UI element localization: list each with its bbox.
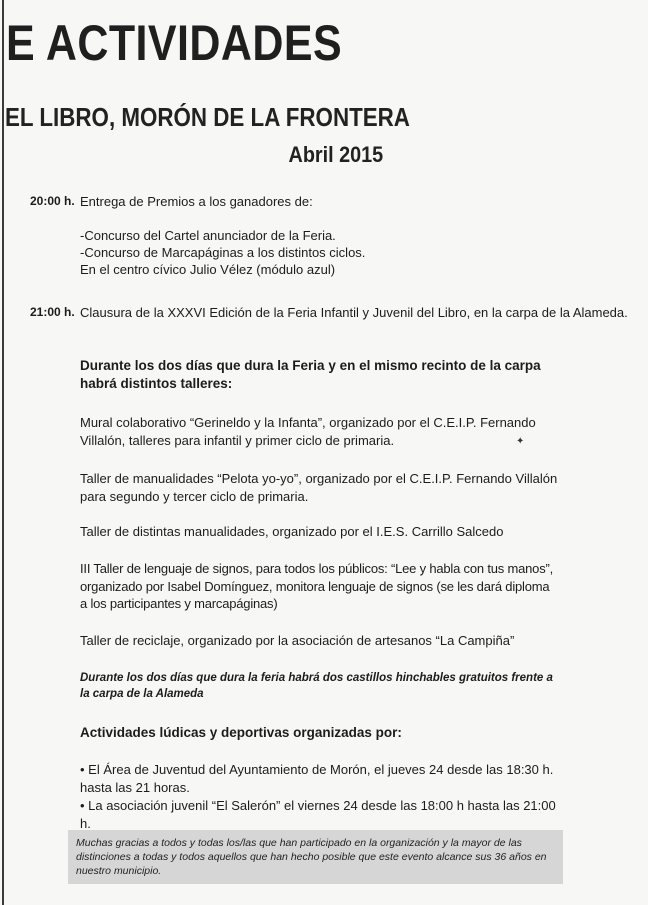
schedule-line: -Concurso del Cartel anunciador de la Feria. (80, 228, 336, 243)
schedule-line: Entrega de Premios a los ganadores de: (80, 194, 313, 209)
thanks-text: Muchas gracias a todos y todas los/las que han participado en la organización y la mayor de las distinciones a todas y todos aquellos que han hecho posible que este evento alcance sus 36 años en nuestro municipio. (76, 837, 547, 877)
ludicas-bullet: • El Área de Juventud del Ayuntamiento de Morón, el jueves 24 desde las 18:30 h. hasta las 21 horas. (80, 762, 554, 795)
schedule-time-2100: 21:00 h. (30, 305, 75, 319)
taller-item: Mural colaborativo “Gerineldo y la Infanta”, organizado por el C.E.I.P. Fernando Villalón, talleres para infantil y primer ciclo de primaria. (80, 415, 536, 448)
taller-item: III Taller de lenguaje de signos, para todos los públicos: “Lee y habla con tus manos”, organizado por Isabel Domínguez, monitora lenguaje de signos (se les dará diploma a los participantes y marcapáginas) (80, 561, 554, 611)
schedule-entry-2100 (80, 304, 628, 321)
schedule-line: Clausura de la XXXVI Edición de la Feria Infantil y Juvenil del Libro, en la carpa de la Alameda. (80, 305, 628, 320)
page-subtitle: EL LIBRO, MORÓN DE LA FRONTERA (5, 102, 410, 132)
schedule-line-spacer (80, 210, 365, 227)
page-edge-rule (2, 0, 4, 905)
page-date: Abril 2015 (288, 142, 383, 167)
schedule-line: En el centro cívico Julio Vélez (módulo azul) (80, 262, 336, 277)
ludicas-heading: Actividades lúdicas y deportivas organizadas por: (80, 725, 402, 740)
schedule-line: -Concurso de Marcapáginas a los distintos ciclos. (80, 245, 366, 260)
castillos-note: Durante los dos días que dura la feria habrá dos castillos hinchables gratuitos frente a la carpa de la Alameda (80, 672, 553, 700)
ludicas-bullet: • La asociación juvenil “El Salerón” el viernes 24 desde las 18:00 h hasta las 21:00 h. (80, 798, 556, 831)
talleres-heading: Durante los dos días que dura la Feria y en el mismo recinto de la carpa habrá distintos talleres: (80, 358, 541, 391)
page-title: E ACTIVIDADES (6, 15, 343, 71)
taller-item: Taller de distintas manualidades, organizado por el I.E.S. Carrillo Salcedo (80, 524, 504, 539)
thanks-box (68, 830, 563, 884)
taller-item: Taller de manualidades “Pelota yo-yo”, organizado por el C.E.I.P. Fernando Villalón para segundo y tercer ciclo de primaria. (80, 471, 558, 504)
scan-speck: ✦ (516, 436, 525, 447)
schedule-time-2000: 20:00 h. (30, 194, 75, 208)
taller-item: Taller de reciclaje, organizado por la asociación de artesanos “La Campiña” (80, 633, 515, 648)
schedule-entry-2000 (80, 193, 365, 278)
